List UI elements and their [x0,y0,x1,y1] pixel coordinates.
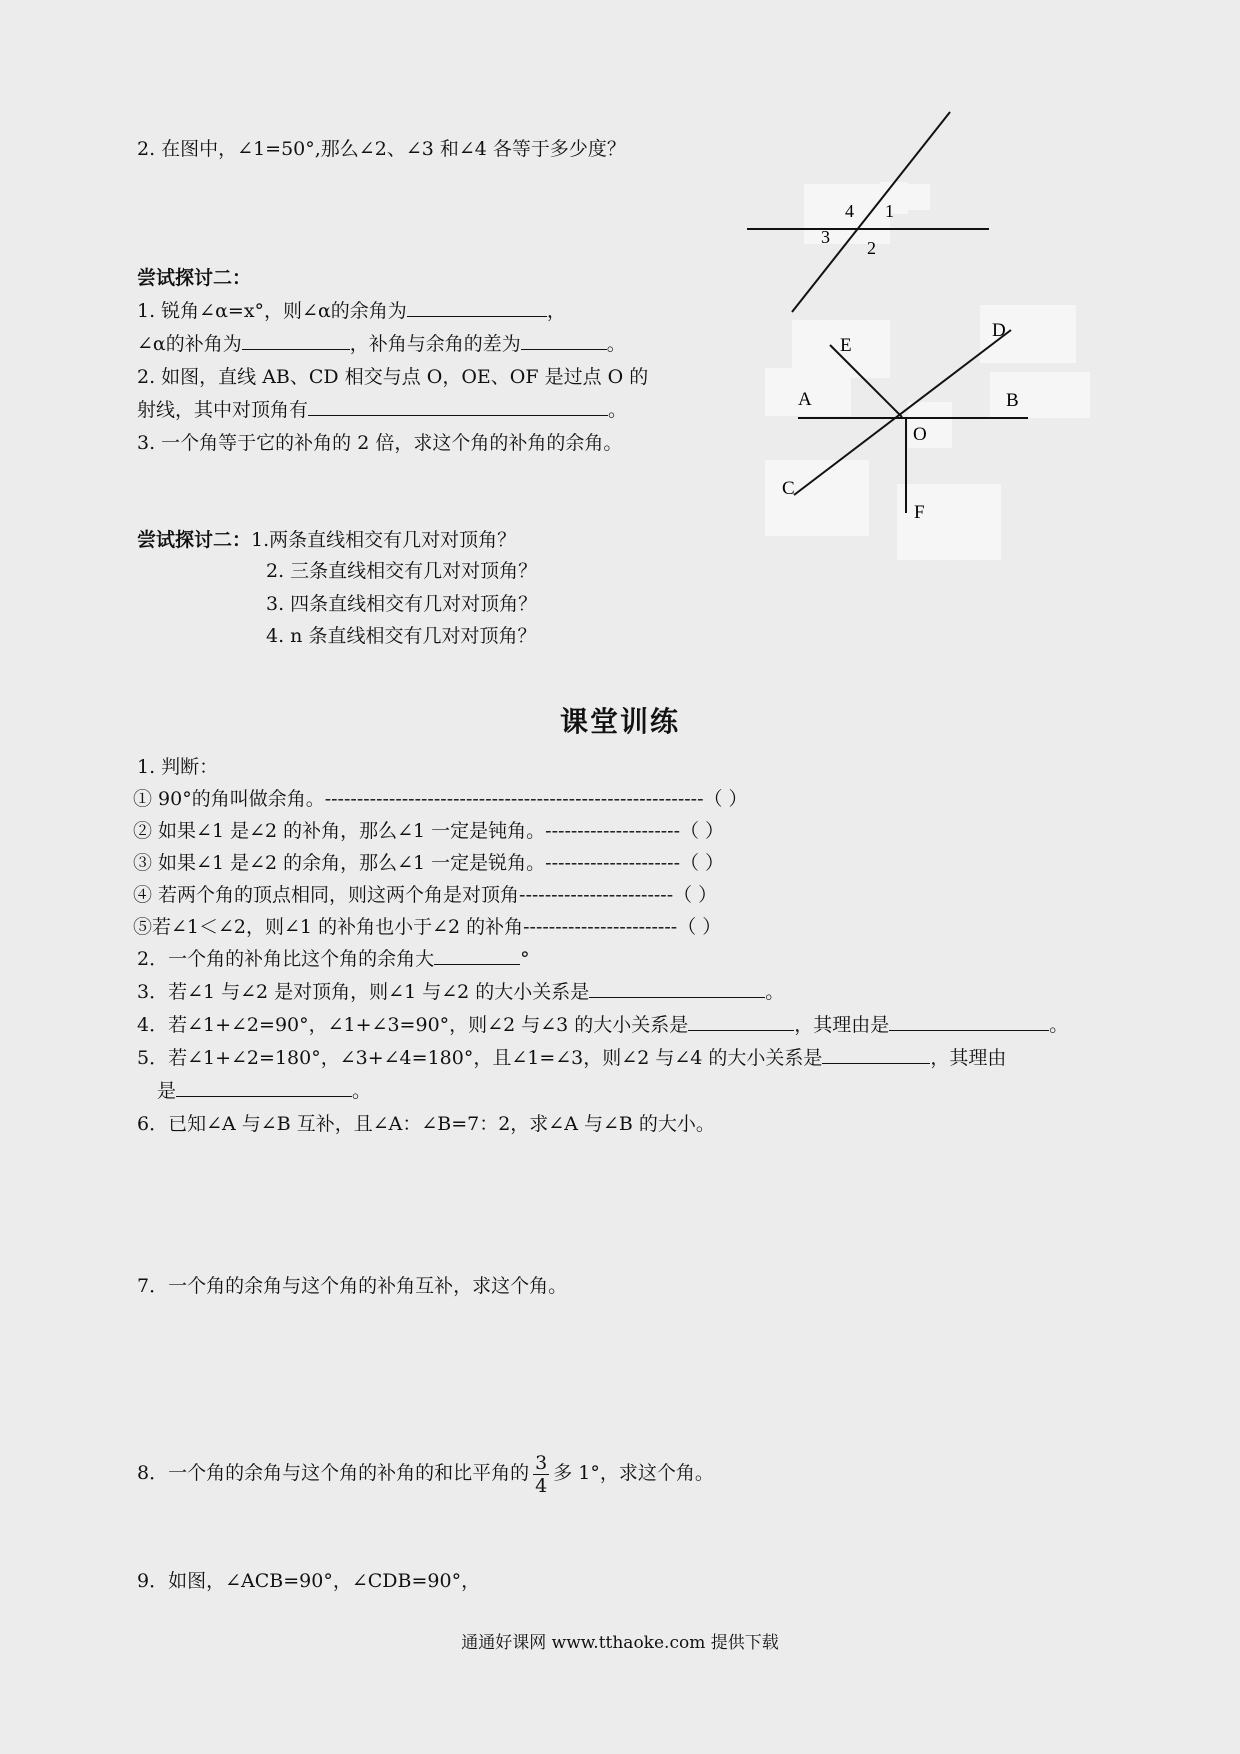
practice-q2-end: ° [520,948,530,970]
practice-q3-end: 。 [765,981,785,1003]
practice-q4-end: 。 [1049,1014,1069,1036]
point-label-C: C [782,478,795,499]
explore2-q2a: 2. 如图，直线 AB、CD 相交与点 O，OE、OF 是过点 O 的 [137,366,649,388]
answer-blank[interactable] [589,979,765,998]
explore2-q2b [137,397,627,423]
fraction-denominator: 4 [535,1474,548,1497]
practice-q3-text: 3．若∠1 与∠2 是对顶角，则∠1 与∠2 的大小关系是 [137,981,590,1003]
practice-q7: 7．一个角的余角与这个角的补角互补，求这个角。 [137,1275,568,1297]
judge-item-5: ⑤若∠1＜∠2，则∠1 的补角也小于∠2 的补角------------------------（ ） [133,916,722,938]
answer-blank[interactable] [822,1045,930,1064]
practice-q5a-end: ，其理由 [930,1047,1007,1069]
answer-blank[interactable] [889,1012,1049,1031]
practice-q8-text: 8．一个角的余角与这个角的补角的和比平角的 [137,1462,530,1484]
explore3-q4: 4. n 条直线相交有几对对顶角？ [266,625,537,647]
explore2-q1b [137,331,626,357]
answer-blank[interactable] [308,397,608,416]
fraction-numerator: 3 [535,1451,548,1474]
explore3-q1-row [137,527,516,553]
section-title: 课堂训练 [559,705,680,738]
practice-q1-heading: 1. 判断： [137,756,219,778]
answer-blank[interactable] [407,298,547,317]
explore2-q1a-end: ， [546,300,566,322]
judge-item-1: ① 90°的角叫做余角。-----------------------------------------------------------（ ） [133,788,748,810]
explore2-q1b-text: ∠α的补角为 [137,333,242,355]
practice-q4 [137,1012,1068,1038]
explore2-q2b-text: 射线，其中对顶角有 [137,399,309,421]
figure-transversal [740,100,1000,325]
q2-text: 2. 在图中，∠1=50°,那么∠2、∠3 和∠4 各等于多少度？ [137,138,626,160]
fraction-three-quarters [533,1452,549,1497]
practice-q6: 6．已知∠A 与∠B 互补，且∠A：∠B=7：2，求∠A 与∠B 的大小。 [137,1113,715,1135]
point-label-A: A [798,389,812,410]
label-patch [990,372,1090,418]
judge-item-2: ② 如果∠1 是∠2 的补角，那么∠1 一定是钝角。---------------------（ ） [133,820,725,842]
practice-q5a-text: 5．若∠1+∠2=180°，∠3+∠4=180°，且∠1=∠3，则∠2 与∠4 的大小关系是 [137,1047,823,1069]
label-patch [897,484,1001,560]
explore2-q1a-text: 1. 锐角∠α=x°，则∠α的余角为 [137,300,407,322]
answer-blank[interactable] [242,331,350,350]
practice-q9: 9．如图，∠ACB=90°，∠CDB=90°， [137,1570,481,1592]
angle-label-3: 3 [821,227,830,247]
page-footer: 通通好课网 www.tthaoke.com 提供下载 [461,1633,779,1653]
practice-q8 [137,1448,714,1498]
practice-q5a [137,1045,1006,1071]
practice-q4-text: 4．若∠1+∠2=90°，∠1+∠3=90°，则∠2 与∠3 的大小关系是 [137,1014,689,1036]
answer-blank[interactable] [521,331,607,350]
figure-intersecting-lines [760,300,1100,570]
explore2-q1b-end: 。 [606,333,626,355]
answer-blank[interactable] [176,1078,352,1097]
explore3-q2: 2. 三条直线相交有几对对顶角？ [266,560,538,582]
point-label-D: D [992,320,1006,341]
angle-label-2: 2 [867,238,876,258]
practice-q5b-text: 是 [157,1080,177,1102]
point-label-F: F [914,502,925,523]
practice-q3 [137,979,784,1005]
explore2-q2b-end: 。 [608,399,628,421]
angle-label-4: 4 [845,201,854,221]
answer-blank[interactable] [434,946,520,965]
practice-q5b-end: 。 [352,1080,372,1102]
point-label-O: O [913,424,927,445]
practice-q4-mid: ，其理由是 [794,1014,890,1036]
judge-item-4: ④ 若两个角的顶点相同，则这两个角是对顶角------------------------（ ） [133,884,718,906]
practice-q2-text: 2．一个角的补角比这个角的余角大 [137,948,435,970]
explore2-q3: 3. 一个角等于它的补角的 2 倍，求这个角的补角的余角。 [137,432,623,454]
point-label-E: E [840,335,852,356]
practice-q5b [157,1078,371,1104]
label-patch [765,460,869,536]
explore3-heading: 尝试探讨二： [137,529,252,551]
practice-q2 [137,946,530,972]
explore2-q1a [137,298,566,324]
point-label-B: B [1006,390,1019,411]
explore2-q1b-mid: ，补角与余角的差为 [349,333,521,355]
answer-blank[interactable] [688,1012,794,1031]
angle-label-1: 1 [885,201,894,221]
explore2-heading: 尝试探讨二： [137,267,252,289]
judge-item-3: ③ 如果∠1 是∠2 的余角，那么∠1 一定是锐角。---------------------（ ） [133,852,725,874]
explore3-q1: 1.两条直线相交有几对对顶角？ [251,529,517,551]
explore3-q3: 3. 四条直线相交有几对对顶角？ [266,593,538,615]
practice-q8-end: 多 1°，求这个角。 [553,1462,714,1484]
